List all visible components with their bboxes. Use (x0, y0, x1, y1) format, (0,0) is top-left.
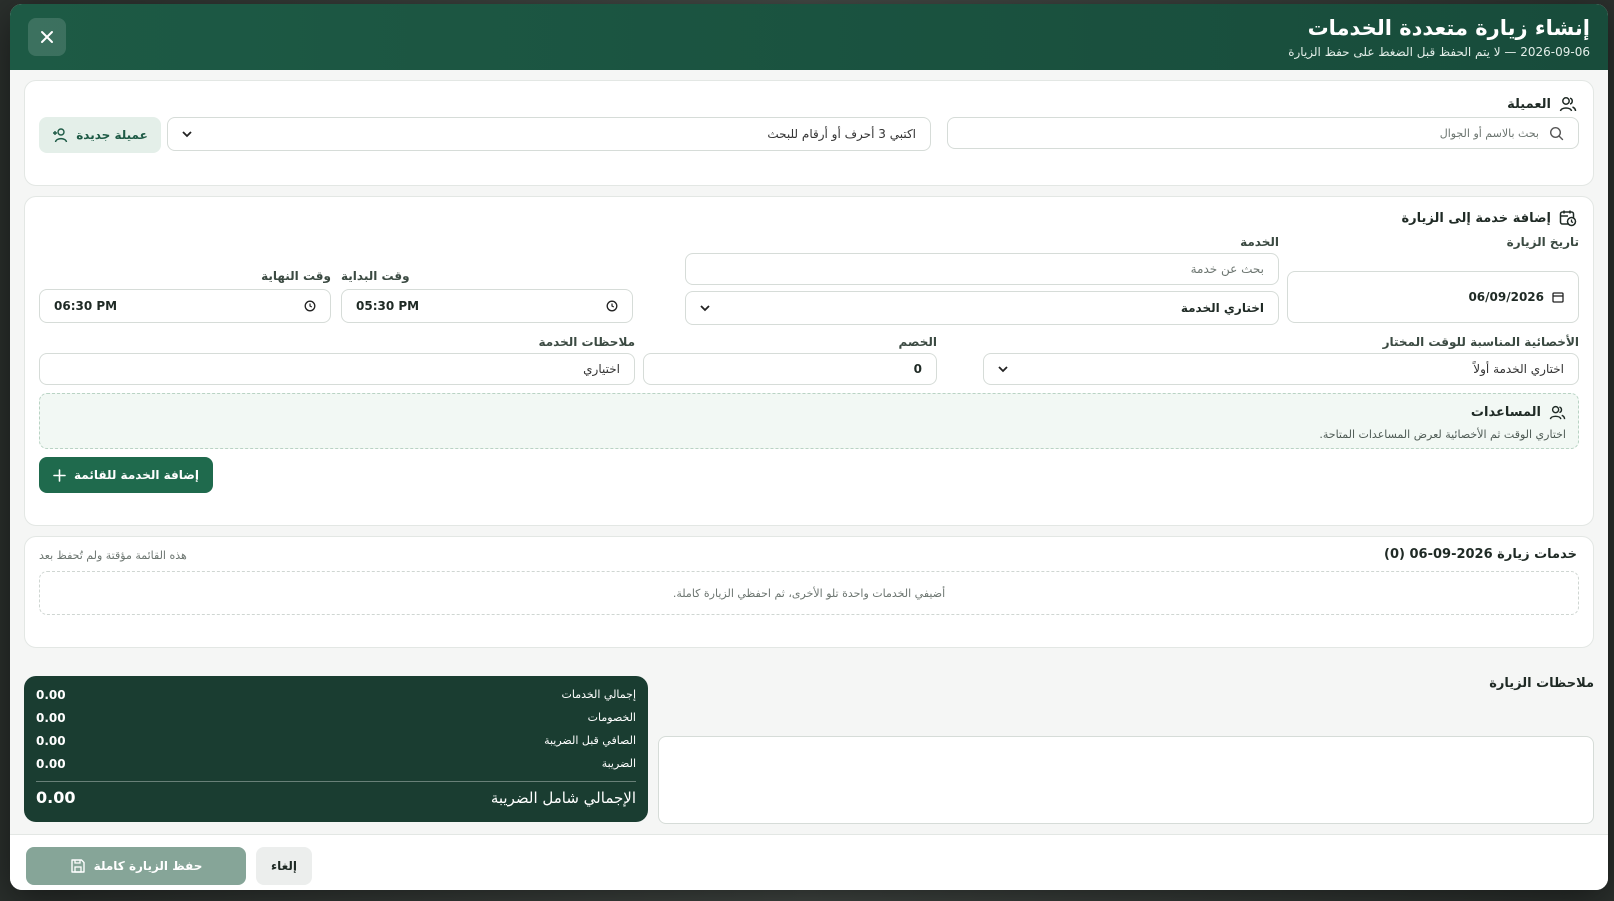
tax-row (36, 757, 636, 771)
discount-input[interactable] (643, 353, 937, 385)
client-select-placeholder: اكتبي 3 أحرف أو أرقام للبحث (767, 127, 916, 141)
start-time-label: وقت البداية (341, 269, 410, 283)
specialist-label: الأخصائية المناسبة للوقت المختار (1382, 335, 1579, 349)
visit-date-input[interactable] (1287, 271, 1579, 323)
net-value: 0.00 (36, 734, 66, 748)
discounts-value: 0.00 (36, 711, 66, 725)
net-label: الصافي قبل الضريبة (544, 734, 636, 747)
add-service-to-list-button[interactable] (39, 457, 213, 493)
add-service-card (24, 196, 1594, 526)
service-search-placeholder: بحث عن خدمة (1190, 262, 1264, 276)
start-time-input[interactable] (341, 289, 633, 323)
service-select-value: اختاري الخدمة (1180, 301, 1264, 315)
close-button[interactable] (28, 18, 66, 56)
service-select[interactable] (685, 291, 1279, 325)
visit-services-card (24, 536, 1594, 648)
modal-footer (10, 834, 1608, 890)
save-icon (70, 858, 86, 874)
client-search-placeholder: بحث بالاسم أو الجوال (1439, 126, 1539, 140)
clock-icon (606, 300, 618, 312)
visit-services-title: خدمات زيارة 2026-09-06 (0) (1384, 547, 1577, 562)
save-visit-label: حفظ الزيارة كاملة (93, 859, 203, 873)
totals-divider (36, 781, 636, 782)
services-total-label: إجمالي الخدمات (561, 688, 636, 701)
assistants-box (39, 393, 1579, 449)
client-section-title (1507, 95, 1577, 113)
specialist-select-value: اختاري الخدمة أولاً (1473, 362, 1564, 376)
add-service-section-label: إضافة خدمة إلى الزيارة (1401, 210, 1551, 226)
visit-date-label: تاريخ الزيارة (1506, 235, 1579, 249)
client-search-input[interactable] (947, 117, 1579, 149)
discounts-label: الخصومات (587, 711, 636, 724)
modal-header (10, 4, 1608, 70)
close-icon (39, 29, 55, 45)
plus-icon (53, 469, 66, 482)
assistants-label: المساعدات (1470, 405, 1541, 420)
users-icon (1559, 95, 1577, 113)
visit-notes-textarea[interactable] (658, 736, 1594, 824)
specialist-select[interactable] (983, 353, 1579, 385)
assistants-title (1471, 404, 1566, 421)
users-icon (1549, 404, 1566, 421)
discounts-row (36, 711, 636, 725)
chevron-down-icon (700, 304, 710, 312)
cancel-button[interactable]: إلغاء (256, 847, 312, 885)
assistants-hint: اختاري الوقت ثم الأخصائية لعرض المساعدات المتاحة. (1319, 428, 1566, 441)
modal-subtitle: 2026-09-06 — لا يتم الحفظ قبل الضغط على حفظ الزيارة (1288, 45, 1590, 59)
client-select[interactable] (167, 117, 931, 151)
end-time-input[interactable] (39, 289, 331, 323)
tax-label: الضريبة (601, 757, 636, 770)
grand-total-value: 0.00 (36, 788, 76, 807)
end-time-value: 06:30 PM (54, 299, 118, 313)
search-icon (1549, 126, 1564, 141)
services-total-value: 0.00 (36, 688, 66, 702)
calendar-clock-icon (1559, 209, 1577, 227)
chevron-down-icon (182, 130, 192, 138)
client-section-label: العميلة (1507, 96, 1551, 112)
discount-value: 0 (913, 362, 922, 376)
save-visit-button[interactable] (26, 847, 246, 885)
add-service-section-title (1401, 209, 1577, 227)
visit-notes-title: ملاحظات الزيارة (1489, 676, 1594, 691)
tax-value: 0.00 (36, 757, 66, 771)
services-empty-state: أضيفي الخدمات واحدة تلو الأخرى، ثم احفظي الزيارة كاملة. (39, 571, 1579, 615)
service-notes-input[interactable] (39, 353, 635, 385)
visit-date-value: 06/09/2026 (1468, 290, 1544, 304)
chevron-down-icon (998, 365, 1008, 373)
totals-panel (24, 676, 648, 822)
grand-total-label: الإجمالي شامل الضريبة (490, 788, 636, 807)
clock-icon (304, 300, 316, 312)
client-card (24, 80, 1594, 186)
multi-service-visit-modal (10, 4, 1608, 890)
new-client-button[interactable] (39, 117, 161, 153)
grand-total-row (36, 788, 636, 807)
start-time-value: 05:30 PM (356, 299, 420, 313)
service-search-input[interactable] (685, 253, 1279, 285)
user-plus-icon (52, 127, 68, 143)
discount-label: الخصم (898, 335, 937, 349)
new-client-label: عميلة جديدة (76, 128, 148, 142)
service-notes-placeholder: اختياري (583, 362, 620, 376)
temp-list-note: هذه القائمة مؤقتة ولم تُحفظ بعد (39, 549, 187, 562)
services-total-row (36, 688, 636, 702)
service-notes-label: ملاحظات الخدمة (538, 335, 635, 349)
net-row (36, 734, 636, 748)
end-time-label: وقت النهاية (261, 269, 331, 283)
add-service-button-label: إضافة الخدمة للقائمة (74, 468, 199, 482)
service-label: الخدمة (1240, 235, 1279, 249)
modal-title: إنشاء زيارة متعددة الخدمات (1307, 16, 1590, 40)
calendar-icon (1552, 291, 1564, 303)
